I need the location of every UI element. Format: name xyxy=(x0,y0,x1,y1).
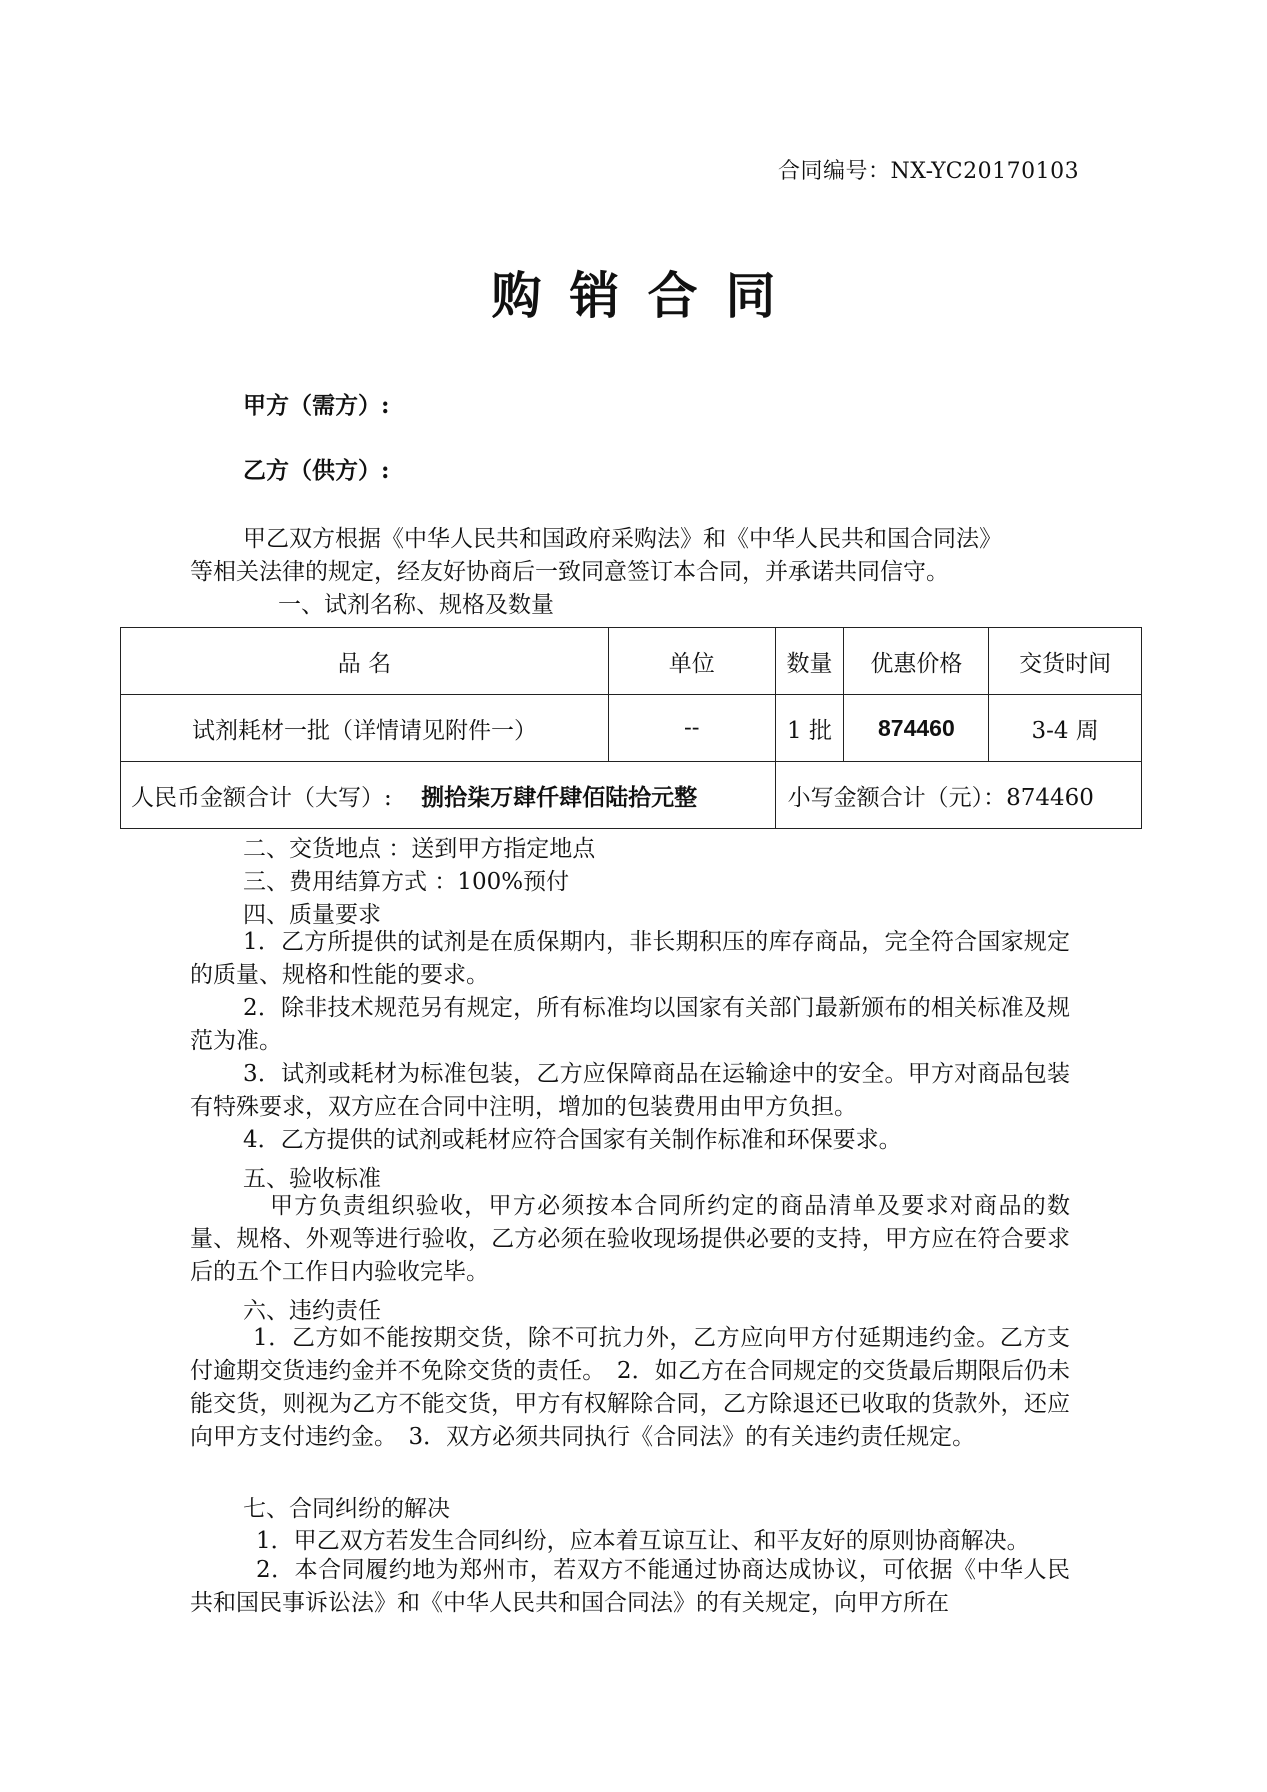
cell-unit: -- xyxy=(608,695,775,762)
contract-number: 合同编号：NX-YC20170103 xyxy=(778,159,1080,184)
table-total-row xyxy=(121,762,1142,829)
dispute-item-2: 2．本合同履约地为郑州市，若双方不能通过协商达成协议，可依据《中华人民共和国民事诉讼法》和《中华人民共和国合同法》的有关规定，向甲方所在 xyxy=(190,1557,1070,1616)
document-title: 购销合同 xyxy=(491,266,804,325)
cell-price: 874460 xyxy=(844,695,989,762)
section-2: 二、交货地点 ：送到甲方指定地点 xyxy=(243,836,596,862)
section-3: 三、费用结算方式 ：100%预付 xyxy=(243,869,570,895)
cell-qty: 1 批 xyxy=(775,695,844,762)
section-5-heading: 五、验收标准 xyxy=(243,1166,381,1192)
intro-line-1: 甲乙双方根据《中华人民共和国政府采购法》和《中华人民共和国合同法》 xyxy=(243,526,1002,552)
intro-line-2: 等相关法律的规定，经友好协商后一致同意签订本合同，并承诺共同信守。 xyxy=(190,559,949,585)
section-7-heading: 七、合同纠纷的解决 xyxy=(243,1496,450,1522)
header-unit: 单位 xyxy=(608,628,775,695)
quality-item-2: 2．除非技术规范另有规定，所有标准均以国家有关部门最新颁布的相关标准及规范为准。 xyxy=(190,995,1070,1054)
section-6-heading: 六、违约责任 xyxy=(243,1298,381,1324)
header-price: 优惠价格 xyxy=(844,628,989,695)
quality-item-3: 3．试剂或耗材为标准包装，乙方应保障商品在运输途中的安全。甲方对商品包装有特殊要求，双方应在合同中注明，增加的包装费用由甲方负担。 xyxy=(190,1061,1070,1120)
liability-text: 1．乙方如不能按期交货，除不可抗力外，乙方应向甲方付延期违约金。乙方支付逾期交货违约金并不免除交货的责任。 2．如乙方在合同规定的交货最后期限后仍未能交货，则视为乙方不能交货，甲方有权解除合同，乙方除退还已收取的货款外，还应向甲方支付违约金。 3．双方必须共同执行《合同法》的有关违约责任规定。 xyxy=(190,1325,1070,1450)
party-b-label: 乙方（供方）: xyxy=(243,457,390,484)
cell-delivery: 3-4 周 xyxy=(989,695,1142,762)
section-4-heading: 四、质量要求 xyxy=(243,902,381,928)
total-words-label: 人民币金额合计（大写）: xyxy=(131,784,392,811)
table-row xyxy=(121,695,1142,762)
header-qty: 数量 xyxy=(775,628,844,695)
total-words-value: 捌拾柒万肆仟肆佰陆拾元整 xyxy=(421,783,698,811)
total-small-cell: 小写金额合计（元）：874460 xyxy=(775,762,1141,829)
section-1-heading: 一、试剂名称、规格及数量 xyxy=(278,592,554,618)
acceptance-text: 甲方负责组织验收，甲方必须按本合同所约定的商品清单及要求对商品的数量、规格、外观等进行验收，乙方必须在验收现场提供必要的支持，甲方应在符合要求后的五个工作日内验收完毕。 xyxy=(190,1193,1070,1285)
header-name: 品 名 xyxy=(121,628,609,695)
table-header-row xyxy=(121,628,1142,695)
total-words-cell xyxy=(121,762,776,829)
quality-item-1: 1．乙方所提供的试剂是在质保期内，非长期积压的库存商品，完全符合国家规定的质量、规格和性能的要求。 xyxy=(190,929,1070,988)
quality-item-4: 4．乙方提供的试剂或耗材应符合国家有关制作标准和环保要求。 xyxy=(243,1127,902,1153)
dispute-item-1: 1．甲乙双方若发生合同纠纷，应本着互谅互让、和平友好的原则协商解决。 xyxy=(256,1528,1030,1554)
header-delivery: 交货时间 xyxy=(989,628,1142,695)
party-a-label: 甲方（需方）: xyxy=(243,392,390,419)
goods-table xyxy=(120,627,1142,829)
cell-name: 试剂耗材一批（详情请见附件一） xyxy=(121,695,609,762)
